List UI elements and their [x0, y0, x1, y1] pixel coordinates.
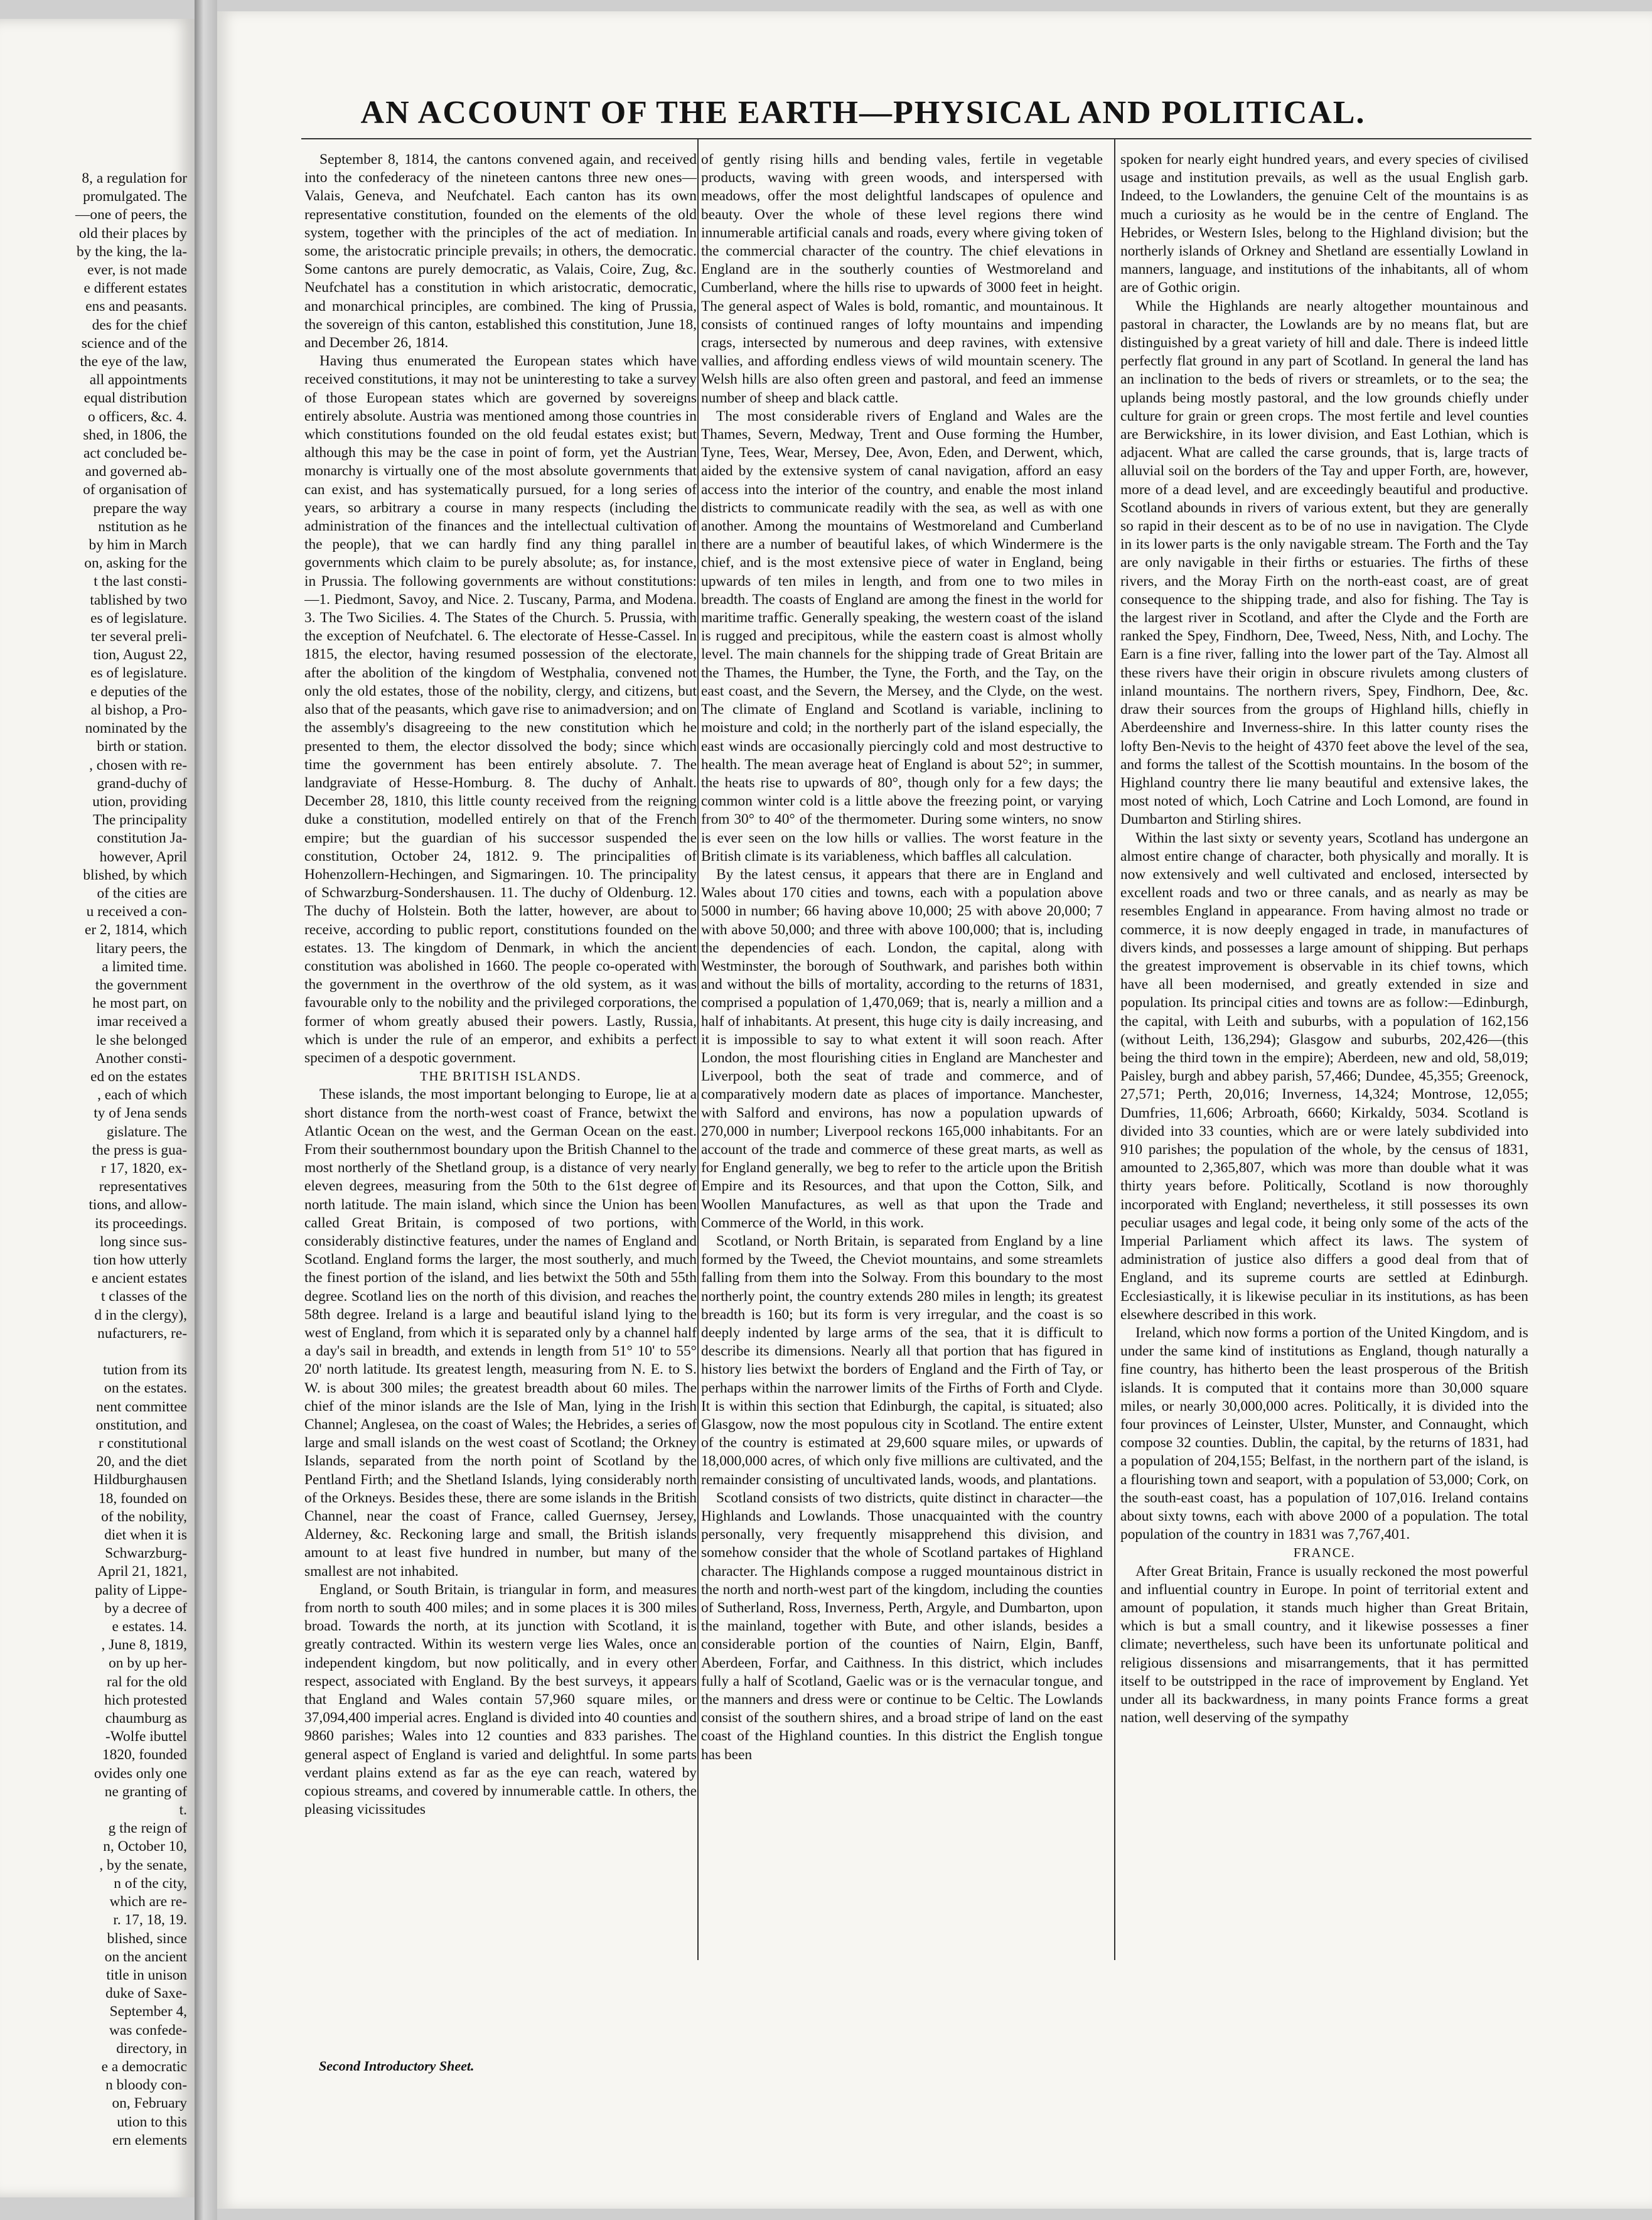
book-gutter	[195, 0, 217, 2220]
paragraph: Having thus enumerated the European states which have received constitutions, it may not be uninteresting to take a survey of those European states which are governed by sovereigns entirely absolute. Austria was mentioned among those countries in which constitutions founded on the old feudal estates exist; but although this may be the case in point of form, yet the Austrian monarchy is virtually one of the most absolute governments that can exist, and has systematically pursued, for a long series of years, so arbitrary a course in many respects (including the administration of the finances and the intellectual cultivation of the people), that we can hardly find any thing parallel in governments which claim to be purely absolute; as, for instance, in Prussia. The following governments are without constitutions:—1. Piedmont, Savoy, and Nice. 2. Tuscany, Parma, and Modena. 3. The Two Sicilies. 4. The States of the Church. 5. Prussia, with the exception of Neufchatel. 6. The electorate of Hesse-Cassel. In 1815, the elector, having resumed possession of the electorate, after the abolition of the kingdom of Westphalia, convened not only the old estates, those of the nobility, clergy, and citizens, but also that of the peasants, which gave rise to animadversion; and on the assembly's disagreeing to the new constitution which he presented to them, the elector dissolved the body; since which time the government has been entirely absolute. 7. The landgraviate of Hesse-Homburg. 8. The duchy of Anhalt. December 28, 1810, this little county received from the reigning duke a constitution, modelled entirely on that of the French empire; but the guardian of his successor suspended the constitution, October 24, 1812. 9. The principalities of Hohenzollern-Hechingen, and Sigmaringen. 10. The principality of Schwarzburg-Sondershausen. 11. The duchy of Oldenburg. 12. The duchy of Holstein. Both the latter, however, are about to receive, according to public report, constitutions founded on the estates. 13. The kingdom of Denmark, in which the ancient constitution was abolished in 1660. The people co-operated with the government in the overthrow of the old system, as it was favourable only to the nobility and the privileged corporations, the former of whom greatly abused their powers. Lastly, Russia, which is under the rule of an emperor, and exhibits a perfect specimen of a despotic government.	[304, 353, 697, 1066]
paragraph: Scotland consists of two districts, quite distinct in character—the Highlands and Lowlands. Those unacquainted with the country personally, very frequently misapprehend this division, and somehow consider that the whole of Scotland partakes of Highland character. The Highlands compose a rugged mountainous district in the north and north-west part of the kingdom, including the counties of Sutherland, Ross, Inverness, Perth, Argyle, and Dumbarton, upon the mainland, together with Bute, and other islands, besides a considerable portion of the counties of Nairn, Elgin, Banff, Aberdeen, Forfar, and Caithness. In this district, which includes fully a half of Scotland, Gaelic was or is the vernacular tongue, and the manners and dress were or continue to be Celtic. The Lowlands consist of the southern shires, and a broad stripe of land on the east coast of the Highland counties. In this district the English tongue has been	[701, 1489, 1103, 1763]
page-header: AN ACCOUNT OF THE EARTH—PHYSICAL AND POLITICAL.	[360, 95, 1366, 131]
column-rule	[1114, 139, 1115, 1960]
paragraph: September 8, 1814, the cantons convened again, and received into the confederacy of the nineteen cantons three new ones—Valais, Geneva, and Neufchatel. Each canton has its own representative constitution, founded on the elements of the old system, together with the principles of the act of mediation. In some, the aristocratic principle prevails; in others, the democratic. Some cantons are purely democratic, as Valais, Coire, Zug, &c. Neufchatel has a constitution in which aristocratic, democratic, and monarchical principles, are combined. The king of Prussia, the sovereign of this canton, established this constitution, June 18, and December 26, 1814.	[304, 151, 697, 352]
paragraph: Within the last sixty or seventy years, Scotland has undergone an almost entire change of character, both physically and morally. It is now extensively and well cultivated and enclosed, intersected by excellent roads and two or three canals, and as nearly as may be resembles England in appearance. From having almost no trade or commerce, it is now deeply engaged in trade, in manufactures of divers kinds, and possesses a large amount of shipping. But perhaps the greatest improvement is observable in its chief towns, which have all been modernised, and greatly extended in size and population. Its principal cities and towns are as follow:—Edinburgh, the capital, with Leith and suburbs, with a population of 162,156 (without Leith, 136,294); Glasgow and suburbs, 202,426—(this being the third town in the empire); Aberdeen, new and old, 58,019; Paisley, burgh and abbey parish, 57,466; Dundee, 45,355; Greenock, 27,571; Perth, 20,016; Inverness, 14,324; Montrose, 12,055; Dumfries, 11,606; Arbroath, 6660; Kirkaldy, 5034. Scotland is divided into 33 counties, which are or were lately subdivided into 910 parishes; the population of the whole, by the census of 1831, amounted to 2,365,807, which was more than double what it was thirty years before. Politically, Scotland is now thoroughly incorporated with England; nevertheless, it still possesses its own peculiar usages and legal code, it being only some of the acts of the Imperial Parliament which affect its laws. The system of administration of justice also differs a good deal from that of England, and its supreme courts are settled at Edinburgh. Ecclesiastically, it is likewise peculiar in its institutions, as has been elsewhere described in this work.	[1120, 829, 1528, 1323]
section-heading: THE BRITISH ISLANDS.	[420, 1069, 581, 1084]
paragraph: of gently rising hills and bending vales, fertile in vegetable products, waving with green woods, and interspersed with meadows, offer the most delightful landscapes of opulence and beauty. Over the whole of these level regions there wind innumerable artificial canals and roads, every where giving token of the commercial character of the country. The chief elevations in England are in the southerly counties of Westmoreland and Cumberland, where the hills rise to upwards of 3000 feet in height. The general aspect of Wales is bold, romantic, and mountainous. It consists of continued ranges of lofty mountains and impending crags, intersected by numerous and deep ravines, with extensive vallies, and affording endless views of wild mountain scenery. The Welsh hills are also often green and pastoral, and feed an immense number of sheep and black cattle.	[701, 151, 1103, 406]
paragraph: Ireland, which now forms a portion of the United Kingdom, and is under the same kind of institutions as England, though naturally a fine country, has hitherto been the least prosperous of the British islands. It is computed that it contains more than 30,000 square miles, or nearly 30,000,000 acres. Politically, it is divided into the four provinces of Leinster, Ulster, Munster, and Connaught, which compose 32 counties. Dublin, the capital, by the returns of 1831, had a population of 204,155; Belfast, in the northern part of the island, is a flourishing town and seaport, with a population of 53,000; Cork, on the south-east coast, has a population of 107,016. Ireland contains about sixty towns, each with above 2000 of a population. The total population of the country in 1831 was 7,767,401.	[1120, 1325, 1528, 1543]
column-rule	[697, 139, 699, 1960]
sheet-signature: Second Introductory Sheet.	[319, 2058, 475, 2074]
facing-page	[0, 19, 195, 2197]
paragraph: These islands, the most important belonging to Europe, lie at a short distance from the north-west coast of France, betwixt the Atlantic Ocean on the west, and the German Ocean on the east. From their southernmost boundary upon the British Channel to the most northerly of the Shetland group, is a distance of very nearly eleven degrees, measuring from the 50th to the 61st degree of north latitude. The main island, which since the Union has been called Great Britain, is composed of two portions, with considerably distinctive features, under the names of England and Scotland. England forms the larger, the most southerly, and much the finest portion of the island, and lies betwixt the 50th and 55th degree. Scotland lies on the north of this division, and reaches the 58th degree. Ireland is a large and beautiful island lying to the west of England, from which it is separated only by a channel half a day's sail in breadth, and extends in length from 51° 10' to 55° 20' north latitude. Its greatest length, measuring from N. E. to S. W. is about 300 miles; the greatest breadth about 60 miles. The chief of the minor islands are the Isle of Man, lying in the Irish Channel; Anglesea, on the coast of Wales; the Hebrides, a series of large and small islands on the west coast of Scotland; the Orkney Islands, separated from the north point of Scotland by the Pentland Firth; and the Shetland Islands, lying considerably north of the Orkneys. Besides these, there are some islands in the British Channel, near the coast of France, called Guernsey, Jersey, Alderney, &c. Reckoning large and small, the British islands amount to at least five hundred in number, but many of the smallest are not inhabited.	[304, 1086, 697, 1580]
paragraph: Scotland, or North Britain, is separated from England by a line formed by the Tweed, the Cheviot mountains, and some streamlets falling from them into the Solway. From this boundary to the most northerly point, the country extends 280 miles in length; its greatest breadth is 160; but its form is very irregular, and the coast is so deeply indented by large arms of the sea, that it is difficult to describe its dimensions. Nearly all that portion that has figured in history lies betwixt the borders of England and the Firth of Tay, or perhaps within the narrower limits of the Firths of Forth and Clyde. It is within this section that Edinburgh, the capital, is situated; also Glasgow, now the most populous city in Scotland. The entire extent of the country is estimated at 29,600 square miles, or upwards of 18,000,000 acres, of which only five millions are cultivated, and the remainder consisting of uncultivated lands, woods, and plantations.	[701, 1232, 1103, 1488]
paragraph: The most considerable rivers of England and Wales are the Thames, Severn, Medway, Trent and Ouse forming the Humber, Tyne, Tees, Wear, Mersey, Dee, Avon, Eden, and Derwent, which, aided by the extensive system of canal navigation, afford an easy access into the interior of the country, and enable the most inland districts to communicate readily with the sea, as well as with one another. Among the mountains of Westmoreland and Cumberland there are a number of beautiful lakes, of which Windermere is the chief, and is the most extensive piece of water in England, being upwards of ten miles in length, and from one to two miles in breadth. The coasts of England are among the finest in the world for maritime traffic. Generally speaking, the western coast of the island is rugged and precipitous, while the eastern coast is almost wholly level. The main channels for the shipping trade of Great Britain are the Thames, the Humber, the Tyne, the Forth, and the Tay, on the east coast, and the Severn, the Mersey, and the Clyde, on the west. The climate of England and Scotland is variable, inclining to moisture and cold; in the northerly part of the island especially, the east winds are occasionally piercingly cold and most destructive to health. The mean average heat of England is about 52°; in summer, the heats rise to upwards of 80°, though only for a few days; the common winter cold is a little above the freezing point, or varying from 30° to 40° of the thermometer. During some winters, no snow is ever seen on the low hills or vallies. The worst feature in the British climate is its variableness, which baffles all calculation.	[701, 407, 1103, 865]
paragraph: After Great Britain, France is usually reckoned the most powerful and influential country in Europe. In point of territorial extent and amount of population, it stands much higher than Great Britain, which is but a small country, and it likewise possesses a finer climate; nevertheless, such have been its unfortunate political and religious dissensions and misarrangements, that it has permitted itself to be outstripped in the race of improvement by England. Yet under all its backwardness, in many points France forms a great nation, well deserving of the sympathy	[1120, 1563, 1528, 1727]
text-column-3	[1120, 151, 1528, 1959]
section-heading: FRANCE.	[1293, 1545, 1356, 1561]
paragraph: By the latest census, it appears that there are in England and Wales about 170 cities and towns, each with a population above 5000 in number; 66 having above 10,000; 25 with above 20,000; 7 with above 50,000; and three with above 100,000; that is, including the dependencies of each. London, the capital, along with Westminster, the borough of Southwark, and parishes both within and without the bills of mortality, according to the returns of 1831, comprised a population of 1,470,069; that is, nearly a million and a half of inhabitants. At present, this huge city is daily increasing, and it is impossible to say to what extent it will soon reach. After London, the most flourishing cities in England are Manchester and Liverpool, both the seat of trade and commerce, and of comparatively modern date as places of importance. Manchester, with Salford and environs, has now a population upwards of 270,000 in number; Liverpool reckons 165,000 inhabitants. For an account of the trade and commerce of these great marts, as well as for England generally, we beg to refer to the article upon the British Empire and its Resources, and that upon the Cotton, Silk, and Woollen Manufactures, as well as that upon the Trade and Commerce of the World, in this work.	[701, 866, 1103, 1231]
text-column-1	[304, 151, 697, 1959]
paragraph: spoken for nearly eight hundred years, and every species of civilised usage and institution prevails, as well as the usual English garb. Indeed, to the Lowlanders, the genuine Celt of the mountains is as much a curiosity as he would be in the centre of England. The Hebrides, or Western Isles, belong to the Highland division; but the northerly islands of Orkney and Shetland are essentially Lowland in manners, language, and institutions of the inhabitants, all of whom are of Gothic origin.	[1120, 151, 1528, 296]
facing-page-text: 8, a regulation for promulgated. The —one of peers, the old their places by by the king, the la- ever, is not made e different estates ens and peasants. des for the chief science and of the the eye of the law, all appointments equal distribution o officers, &c. 4. shed, in 1806, the act concluded be- and governed ab- of organisation of prepare the way nstitution as he by him in March on, asking for the t the last consti- tablished by two es of legislature. ter several preli- tion, August 22, es of legislature. e deputies of the al bishop, a Pro- nominated by the birth or station. , chosen with re- grand-duchy of ution, providing The principality constitution Ja- however, April blished, by which of the cities are u received a con- er 2, 1814, which litary peers, the a limited time. the government he most part, on imar received a le she belonged Another consti- ed on the estates , each of which ty of Jena sends gislature. The the press is gua- r 17, 1820, ex- representatives tions, and allow- its proceedings. long since sus- tion how utterly e ancient estates t classes of the d in the clergy), nufacturers, re- tution from its on the estates. nent committee onstitution, and r constitutional 20, and the diet Hildburghausen 18, founded on of the nobility, diet when it is Schwarzburg- April 21, 1821, pality of Lippe- by a decree of e estates. 14. , June 8, 1819, on by up her- ral for the old hich protested chaumburg as -Wolfe ibuttel 1820, founded ovides only one ne granting of t. g the reign of n, October 10, , by the senate, n of the city, which are re- r. 17, 18, 19. blished, since on the ancient title in unison duke of Saxe- September 4, was confede- directory, in e a democratic n bloody con- on, February ution to this ern elements	[75, 170, 187, 2148]
paragraph: While the Highlands are nearly altogether mountainous and pastoral in character, the Lowlands are by no means flat, but are distinguished by a great variety of hill and dale. There is indeed little perfectly flat ground in any part of Scotland. In general the land has an inclination to the beds of rivers or streamlets, or to the sea; the uplands being mostly pastoral, and the low grounds chiefly under culture for grain or green crops. The most fertile and level counties are Berwickshire, in its lower division, and East Lothian, which is adjacent. What are called the carse grounds, that is, large tracts of alluvial soil on the borders of the Tay and upper Forth, are, however, more of a dead level, and are exceedingly beautiful and productive. Scotland abounds in rivers of various extent, but they are generally so rapid in their descent as to be of no use in navigation. The Clyde in its lower parts is the only navigable stream. The Forth and the Tay are only navigable in their firths or estuaries. The firths of these rivers, and the Moray Firth on the north-east coast, are of great consequence to the shipping trade, and also for fishing. The Tay is the largest river in Scotland, and after the Clyde and the Forth are ranked the Spey, Findhorn, Dee, Tweed, Ness, Nith, and Lochy. The Earn is a fine river, falling into the lower part of the Tay. Almost all these rivers have their origin in obscure rivulets among clusters of inland mountains. The northern rivers, Spey, Findhorn, Dee, &c. draw their sources from the groups of Highland hills, chiefly in Aberdeenshire and Inverness-shire. In this latter county rises the lofty Ben-Nevis to the height of 4370 feet above the level of the sea, and forms the tallest of the Scottish mountains. In the bosom of the Highland country there lie many beautiful and extensive lakes, the most noted of which, Loch Catrine and Loch Lomond, are found in Dumbarton and Stirling shires.	[1120, 298, 1528, 828]
text-column-2	[701, 151, 1103, 1959]
paragraph: England, or South Britain, is triangular in form, and measures from north to south 400 miles; and in some places it is 300 miles broad. Towards the north, at its junction with Scotland, it is greatly contracted. Within its western verge lies Wales, once an independent kingdom, but now politically, and in every other respect, associated with England. By the best surveys, it appears that England and Wales contain 57,960 square miles, or 37,094,400 imperial acres. England is divided into 40 counties and 9860 parishes; Wales into 12 counties and 833 parishes. The general aspect of England is varied and delightful. In some parts verdant plains extend as far as the eye can reach, watered by copious streams, and covered by innumerable cattle. In others, the pleasing vicissitudes	[304, 1581, 697, 1818]
header-rule	[301, 138, 1531, 139]
